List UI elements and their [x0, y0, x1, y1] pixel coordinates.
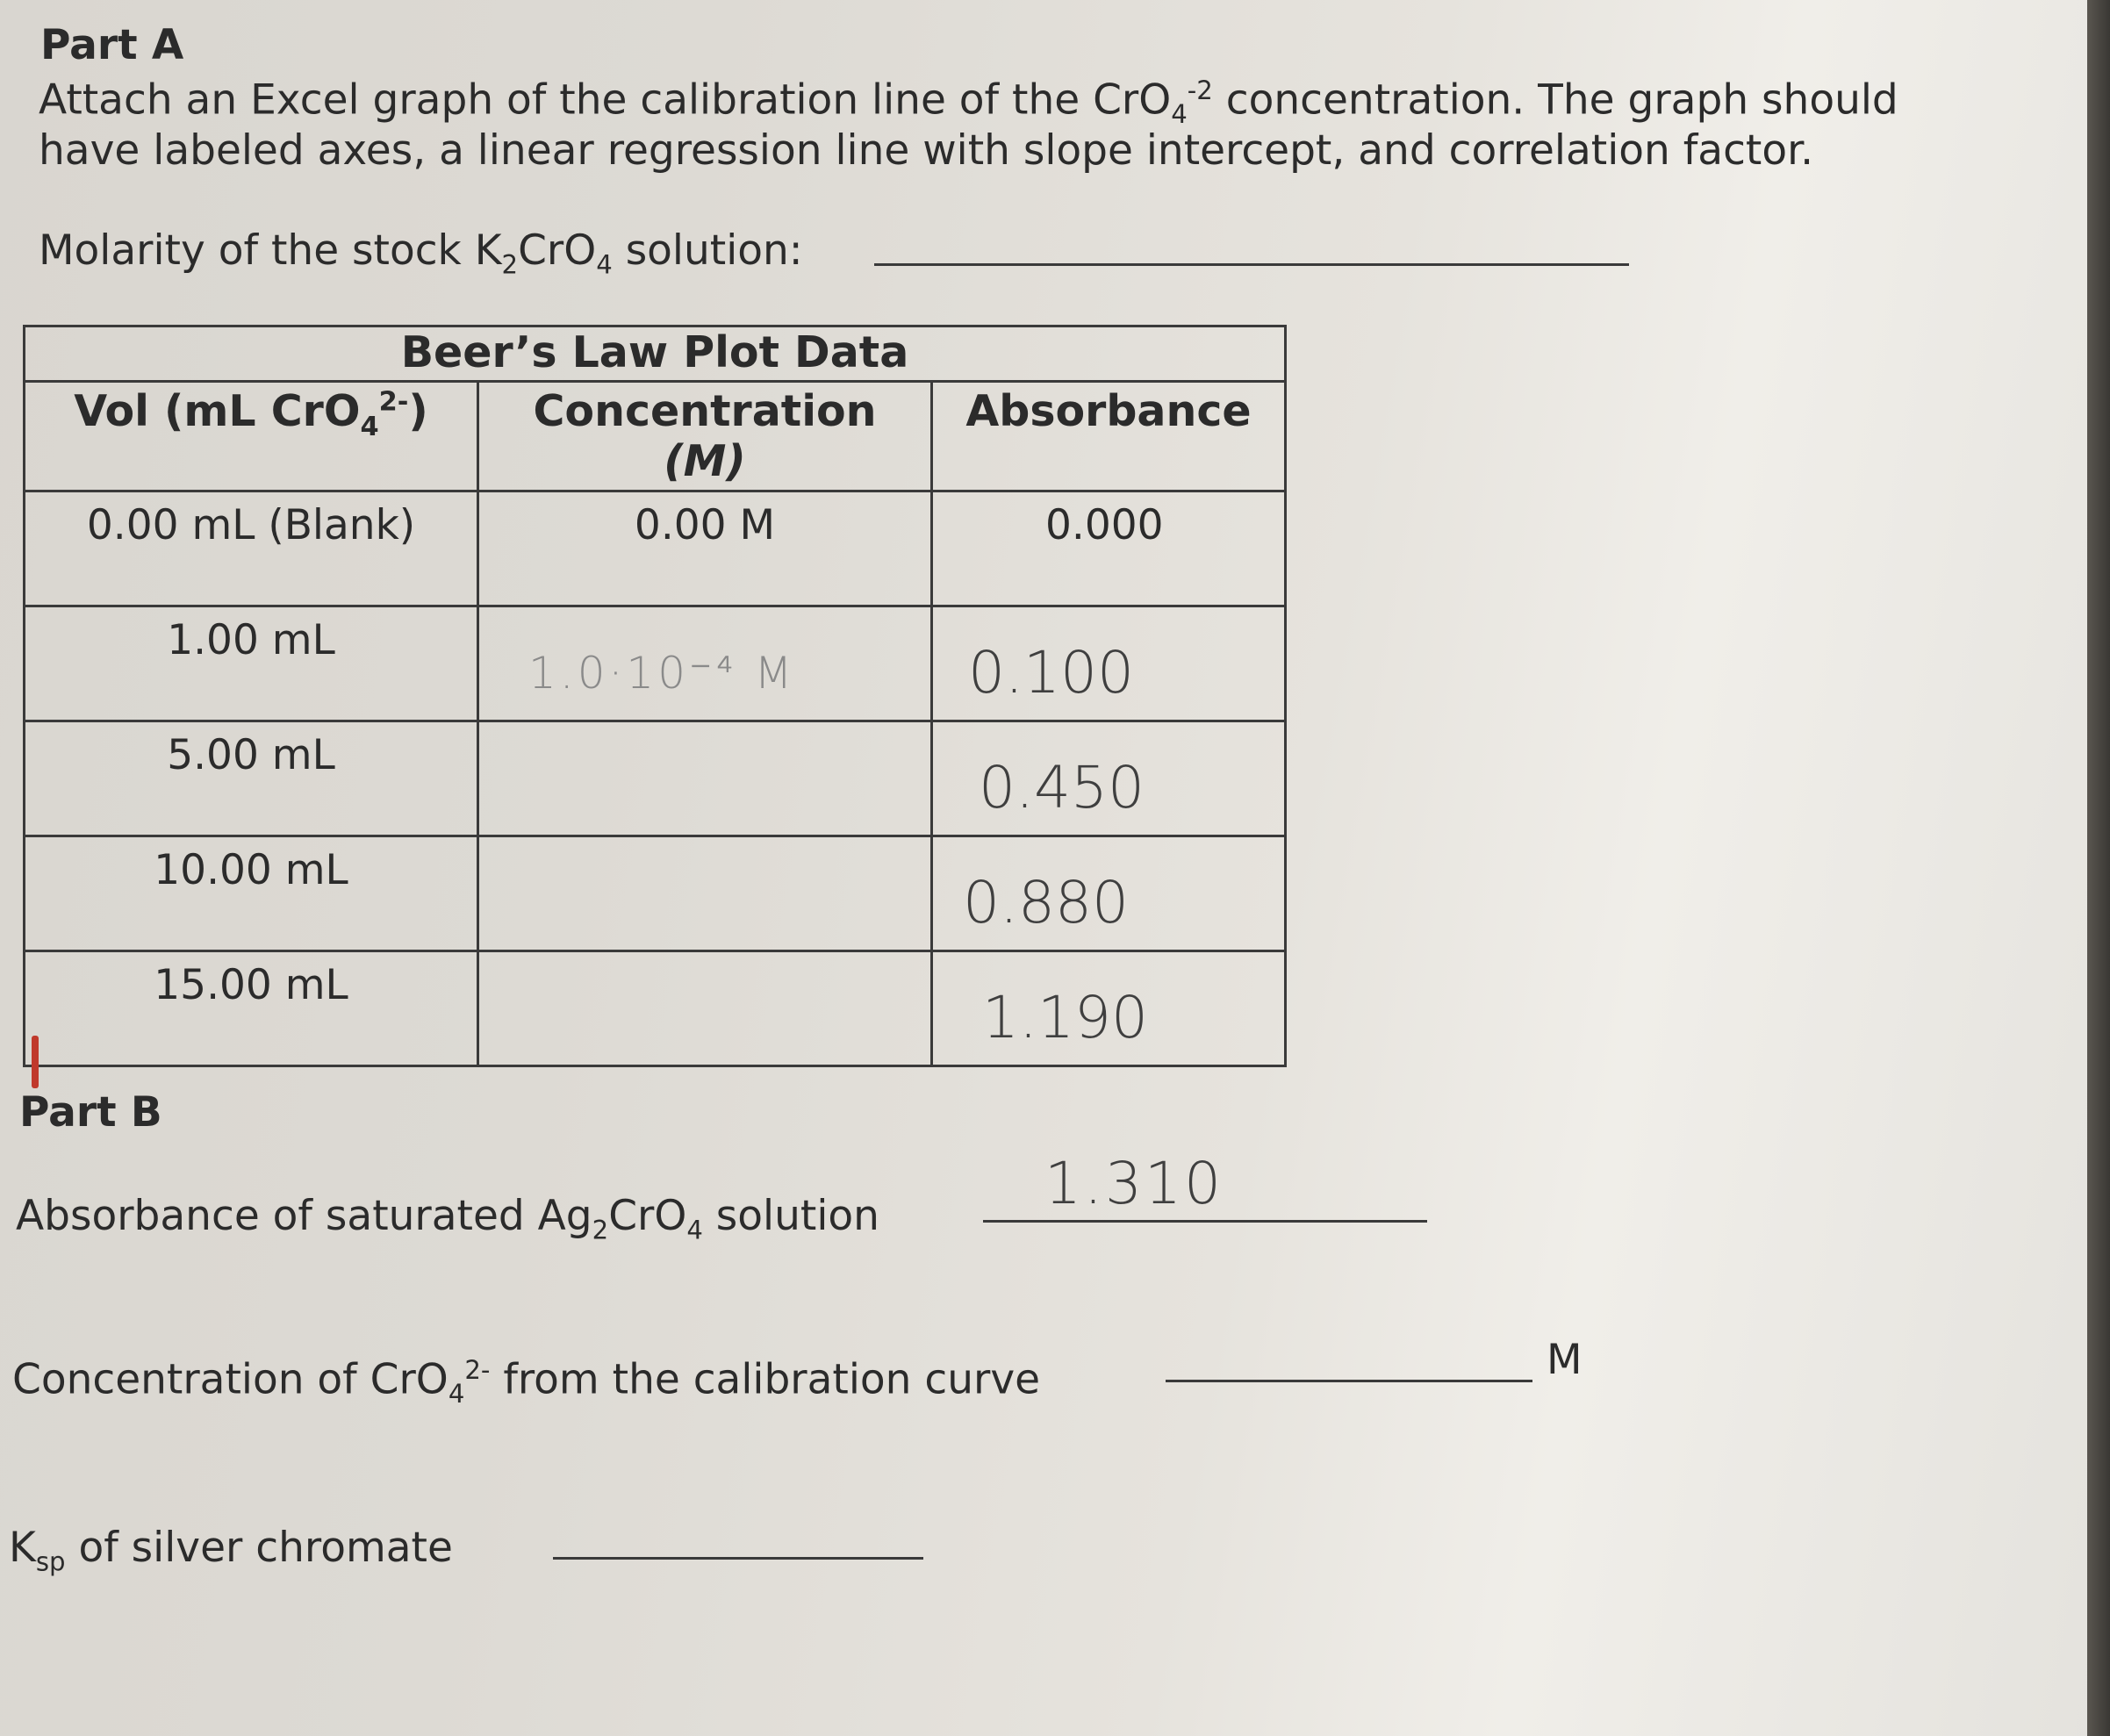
conc-cell[interactable]: 0.00 M — [478, 491, 932, 606]
concentration-answer-line[interactable] — [1166, 1380, 1532, 1382]
handwritten-conc: 1.0·10⁻⁴ M — [528, 648, 796, 699]
part-a-instruction-line2: have labeled axes, a linear regression line with slope intercept, and correlation factor. — [39, 126, 1814, 175]
part-a-instruction-line1: Attach an Excel graph of the calibration line of the CrO$_4^{-2}$ concentration. The graph should — [39, 75, 1898, 130]
handwritten-abs: 0.880 — [963, 869, 1129, 936]
molarity-label: Molarity of the stock $K_2CrO_4$ solution: — [39, 226, 803, 280]
table-title: Beer’s Law Plot Data — [25, 326, 1286, 382]
handwritten-abs: 0.100 — [968, 639, 1134, 707]
absorbance-label: Absorbance of saturated $Ag_2CrO_4$ solution — [16, 1192, 879, 1245]
col-header-concentration: Concentration (M) — [478, 382, 932, 491]
red-tab-mark — [32, 1036, 39, 1088]
ksp-label: $K_{sp}$ of silver chromate — [9, 1524, 453, 1577]
part-a-heading: Part A — [40, 21, 184, 69]
abs-cell[interactable] — [932, 721, 1286, 836]
vol-cell: 5.00 mL — [25, 721, 478, 836]
concentration-label: Concentration of CrO$_4^{2-}$ from the calibration curve — [12, 1355, 1041, 1410]
conc-cell[interactable] — [478, 836, 932, 951]
vol-cell: 10.00 mL — [25, 836, 478, 951]
handwritten-absorbance-value: 1.310 — [1044, 1150, 1224, 1217]
conc-cell[interactable] — [478, 721, 932, 836]
table-row — [25, 721, 1286, 836]
ksp-answer-line[interactable] — [553, 1557, 923, 1560]
vol-cell: 15.00 mL — [25, 951, 478, 1066]
table-row — [25, 491, 1286, 606]
part-b-heading: Part B — [19, 1088, 162, 1137]
col-header-absorbance: Absorbance — [932, 382, 1286, 491]
conc-cell[interactable] — [478, 951, 932, 1066]
table-row — [25, 836, 1286, 951]
col-header-vol: Vol (mL CrO$_4^{2-}$) — [25, 382, 478, 491]
beers-law-table — [23, 325, 1287, 1067]
abs-cell[interactable] — [932, 951, 1286, 1066]
vol-cell: 1.00 mL — [25, 606, 478, 721]
table-row — [25, 951, 1286, 1066]
abs-cell[interactable] — [932, 836, 1286, 951]
handwritten-abs: 1.190 — [982, 984, 1148, 1051]
abs-cell[interactable]: 0.000 — [932, 491, 1286, 606]
concentration-unit: M — [1547, 1336, 1582, 1384]
abs-cell[interactable] — [932, 606, 1286, 721]
vol-cell: 0.00 mL (Blank) — [25, 491, 478, 606]
molarity-answer-line[interactable] — [874, 263, 1629, 266]
binder-edge — [2087, 0, 2110, 1736]
conc-cell[interactable] — [478, 606, 932, 721]
handwritten-abs: 0.450 — [979, 754, 1145, 821]
absorbance-answer-line[interactable] — [983, 1220, 1427, 1223]
table-row — [25, 606, 1286, 721]
